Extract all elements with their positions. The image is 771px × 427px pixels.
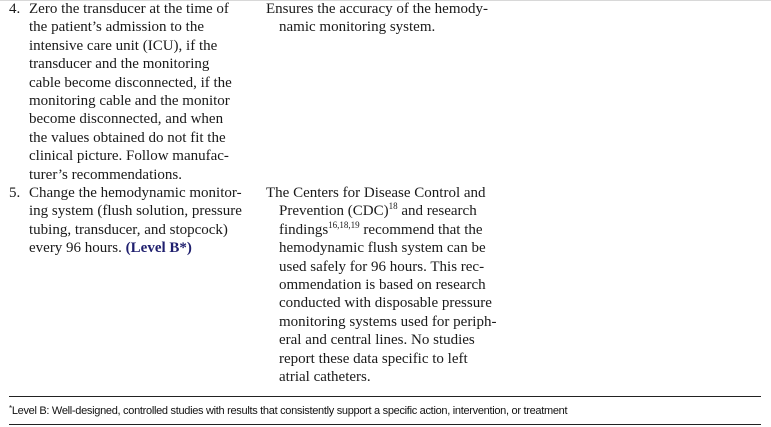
step-line: Change the hemodynamic monitor- xyxy=(29,185,242,201)
footnote xyxy=(9,404,761,417)
step-line: the patient’s admission to the xyxy=(29,19,204,36)
rationale-line: conducted with disposable pressure xyxy=(279,295,492,312)
step-line: tubing, transducer, and stopcock) xyxy=(29,221,228,238)
step-line: ing system (flush solution, pressure xyxy=(29,203,242,220)
evidence-level-label: (Level B*) xyxy=(125,240,192,257)
step-line: the values obtained do not fit the xyxy=(29,129,226,146)
rationale-line: The Centers for Disease Control and xyxy=(266,185,486,201)
step-line: turer’s recommendations. xyxy=(29,166,183,183)
step-line: intensive care unit (ICU), if the xyxy=(29,37,218,54)
rationale-text: findings xyxy=(279,221,329,238)
step-line xyxy=(29,239,242,257)
rationale-line: ommendation is based on research xyxy=(279,276,486,293)
reference-superscript: 18 xyxy=(388,201,398,212)
rationale-line: eral and central lines. No studies xyxy=(279,332,475,349)
step-line: clinical picture. Follow manufac- xyxy=(29,148,229,165)
step-text xyxy=(29,0,232,184)
rationale-step-4 xyxy=(266,0,528,37)
step-line: become disconnected, and when xyxy=(29,111,224,128)
rationale-text: Prevention (CDC) xyxy=(279,203,389,220)
rationale-line xyxy=(266,202,528,220)
rationale-step-5 xyxy=(266,184,528,386)
step-line: cable become disconnected, if the xyxy=(29,74,232,91)
rationale-line: report these data specific to left xyxy=(279,350,468,367)
table-bottom-rule xyxy=(9,396,761,397)
rationale-line: used safely for 96 hours. This rec- xyxy=(279,258,485,275)
footnote-bottom-rule xyxy=(9,424,761,425)
rationale-line: Ensures the accuracy of the hemody- xyxy=(266,1,488,17)
step-line: transducer and the monitoring xyxy=(29,56,210,73)
rationale-text: recommend that the xyxy=(359,221,483,238)
step-number: 5. xyxy=(9,185,21,201)
rationale-line: namic monitoring system. xyxy=(279,19,436,36)
step-line: Zero the transducer at the time of xyxy=(29,1,229,17)
step-text xyxy=(29,184,242,258)
rationale-line: hemodynamic flush system can be xyxy=(279,240,486,257)
rationale-line xyxy=(266,221,528,239)
footnote-marker: * xyxy=(9,404,12,413)
footnote-text: Level B: Well-designed, controlled studies with results that consistently support a specific action, intervention, or treatment xyxy=(11,405,568,417)
step-number: 4. xyxy=(9,1,21,17)
rationale-text: and research xyxy=(397,203,477,220)
step-line: monitoring cable and the monitor xyxy=(29,92,230,109)
reference-superscript: 16,18,19 xyxy=(328,219,360,230)
rationale-line: monitoring systems used for periph- xyxy=(279,313,497,330)
step-line-text: every 96 hours. xyxy=(29,240,122,257)
rationale-line: atrial catheters. xyxy=(279,368,371,385)
